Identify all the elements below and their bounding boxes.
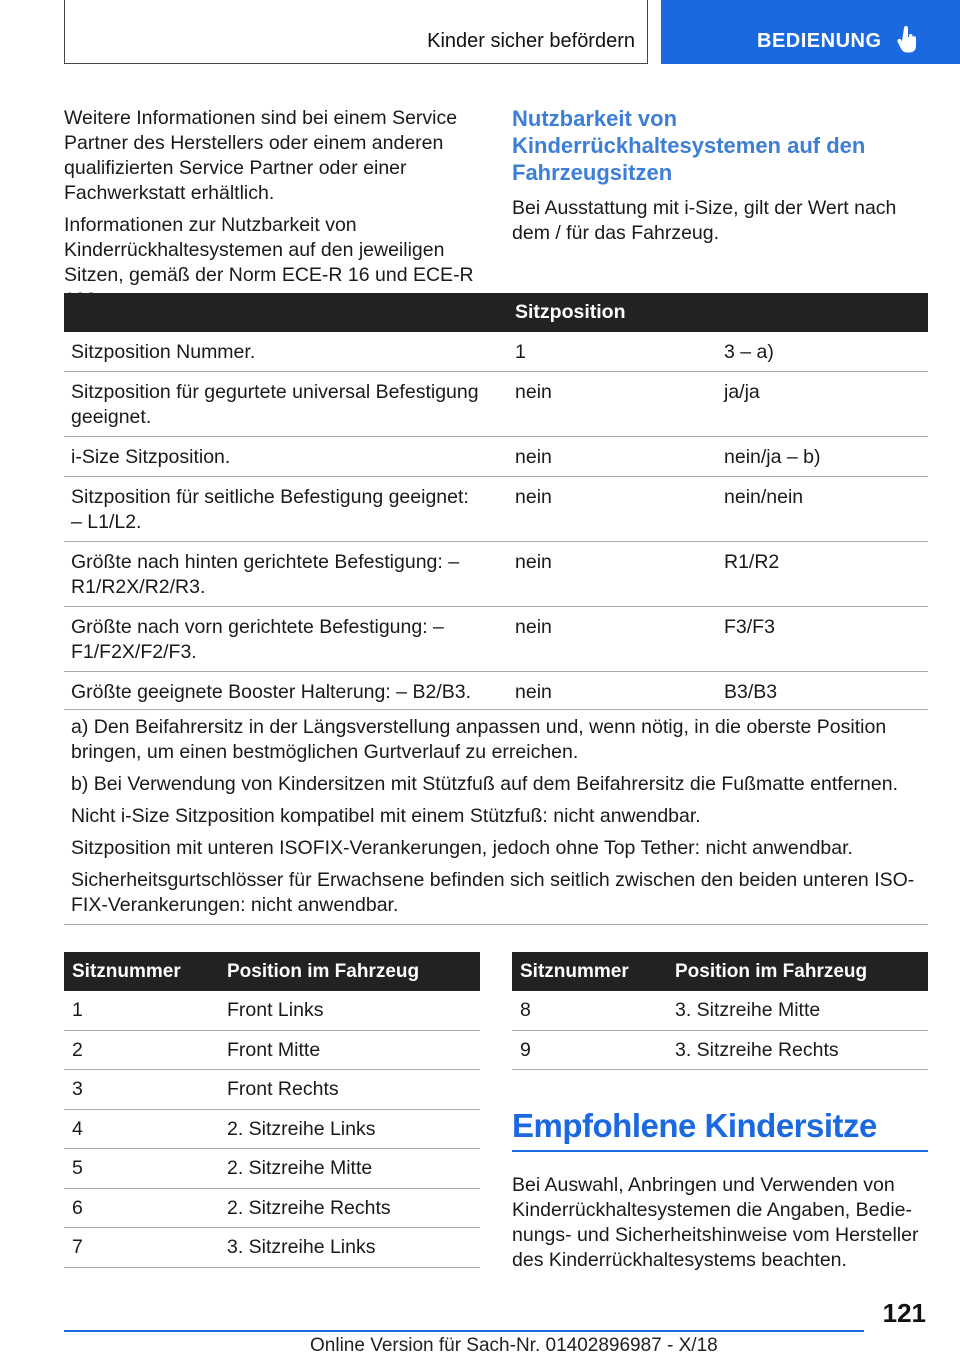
table-row — [512, 1031, 928, 1071]
seat-position: Front Rechts — [227, 1078, 339, 1100]
header-section-box — [64, 0, 648, 64]
row-label: Größte nach hinten gerichtete Befestigung: – R1/R2X/R2/R3. — [71, 551, 460, 598]
note-support-leg: Nicht i-Size Sitzposition kompatibel mit einem Stützfuß: nicht anwendbar. — [71, 805, 701, 827]
seat-position-table — [64, 293, 928, 710]
recommended-text: Bei Auswahl, Anbringen und Verwenden von Kinderrückhaltesystemen die Angaben, Bedienungs- und Sicherheitshinweise vom Hersteller des Kinderrückhaltesystems beachten. — [512, 1174, 919, 1271]
table-row — [64, 607, 928, 672]
intro-paragraph-1: Weitere Informationen sind bei einem Service Partner des Herstellers oder einem anderen qualifizierten Service Partner oder einer Fachwerkstatt erhältlich. — [64, 107, 458, 204]
table-row — [64, 672, 928, 710]
row-label: i-Size Sitzposition. — [71, 446, 231, 468]
seat-number-table-right — [512, 952, 928, 1070]
seat-position-table-header: Sitzposition — [64, 293, 928, 332]
table-row — [64, 477, 928, 542]
seat-number: 6 — [72, 1196, 83, 1219]
seat-number: 5 — [72, 1157, 83, 1179]
seat-position: 2. Sitzreihe Links — [227, 1117, 376, 1140]
row-value-seat-1: nein — [515, 681, 552, 703]
seat-number-table-header — [512, 952, 928, 991]
row-label: Sitzposition für seitliche Befestigung geeignet: – L1/L2. — [71, 486, 469, 533]
seat-number: 1 — [72, 999, 83, 1021]
footer-text: Online Version für Sach-Nr. 01402896987 - X/18 — [310, 1335, 718, 1356]
seat-number: 4 — [72, 1117, 83, 1140]
seat-position: Front Mitte — [227, 1038, 321, 1061]
row-value-seat-1: nein — [515, 381, 552, 403]
table-row — [64, 372, 928, 437]
row-value-seat-1: 1 — [515, 341, 526, 363]
table-row — [64, 1110, 480, 1150]
table-row — [64, 437, 928, 477]
seat-position: Front Links — [227, 999, 324, 1021]
col-position: Position im Fahrzeug — [227, 961, 420, 982]
header-chapter-title: BEDIENUNG — [757, 30, 882, 52]
seat-number: 7 — [72, 1236, 83, 1258]
row-label: Sitzposition Nummer. — [71, 341, 256, 363]
table-row — [64, 1228, 480, 1268]
seat-position: 3. Sitzreihe Links — [227, 1236, 376, 1258]
usability-heading: Nutzbarkeit von Kinderrückhaltesystemen auf den Fahrzeugsitzen — [512, 106, 866, 185]
seat-position: 3. Sitzreihe Mitte — [675, 999, 821, 1021]
table-row — [64, 991, 480, 1031]
seat-table-notes — [64, 710, 928, 925]
row-value-seat-3: 3 – a) — [724, 341, 774, 363]
note-buckles: Sicherheitsgurtschlösser für Erwachsene befinden sich seitlich zwischen den beiden unteren ISOFIX-Verankerungen: nicht anwendbar. — [71, 869, 915, 916]
table-row — [64, 542, 928, 607]
seat-number-table-header — [64, 952, 480, 991]
page-number: 121 — [882, 1298, 926, 1328]
hand-pointer-icon — [897, 26, 919, 54]
usability-text: Bei Ausstattung mit i-Size, gilt der Wert nach dem / für das Fahrzeug. — [512, 197, 897, 244]
intro-paragraph-2: Informationen zur Nutzbarkeit von Kinderrückhaltesystemen auf den jeweiligen Sitzen, gemäß der Norm ECE-R 16 und ECE-R — [64, 214, 474, 286]
table-row — [64, 1149, 480, 1189]
seat-number: 9 — [520, 1038, 531, 1061]
seat-number: 3 — [72, 1078, 83, 1100]
table-row — [64, 1070, 480, 1110]
row-label: Sitzposition für gegurtete universal Befestigung geeignet. — [71, 381, 479, 428]
row-value-seat-3: B3/B3 — [724, 681, 778, 703]
row-value-seat-1: nein — [515, 486, 552, 508]
recommended-title: Empfohlene Kindersitze — [512, 1105, 928, 1152]
row-value-seat-3: nein/nein — [724, 486, 804, 508]
header-section-title: Kinder sicher befördern — [427, 30, 635, 52]
seat-number-table-left — [64, 952, 480, 1268]
row-value-seat-1: nein — [515, 551, 552, 573]
row-value-seat-3: R1/R2 — [724, 551, 780, 573]
row-value-seat-3: F3/F3 — [724, 616, 775, 638]
row-value-seat-1: nein — [515, 616, 552, 638]
seat-number: 2 — [72, 1038, 83, 1061]
table-row — [64, 1189, 480, 1229]
table-row — [64, 332, 928, 372]
seat-number: 8 — [520, 999, 531, 1021]
row-value-seat-3: nein/ja – b) — [724, 446, 821, 468]
row-label: Größte nach vorn gerichtete Befestigung: – F1/F2X/F2/F3. — [71, 616, 444, 663]
seat-position: 2. Sitzreihe Mitte — [227, 1157, 373, 1179]
table-row — [512, 991, 928, 1031]
col-seat-number: Sitznummer — [520, 961, 629, 982]
seat-position: 3. Sitzreihe Rechts — [675, 1038, 839, 1061]
table-row — [64, 1031, 480, 1071]
header-chapter-tab[interactable] — [661, 0, 960, 64]
note-a: a) Den Beifahrersitz in der Längsverstellung anpassen und, wenn nötig, in die oberste Position bringen, um einen bestmöglichen Gurtverlauf zu erreichen. — [71, 716, 887, 763]
footer-divider — [64, 1330, 864, 1332]
note-isofix: Sitzposition mit unteren ISOFIX-Verankerungen, jedoch ohne Top Tether: nicht anwendbar. — [71, 837, 853, 859]
row-value-seat-3: ja/ja — [724, 381, 760, 403]
seat-position: 2. Sitzreihe Rechts — [227, 1196, 391, 1219]
col-position: Position im Fahrzeug — [675, 961, 868, 982]
row-label: Größte geeignete Booster Halterung: – B2/B3. — [71, 681, 471, 703]
row-value-seat-1: nein — [515, 446, 552, 468]
col-seat-number: Sitznummer — [72, 961, 181, 982]
note-b: b) Bei Verwendung von Kindersitzen mit Stützfuß auf dem Beifahrersitz die Fußmatte entfernen. — [71, 773, 898, 795]
